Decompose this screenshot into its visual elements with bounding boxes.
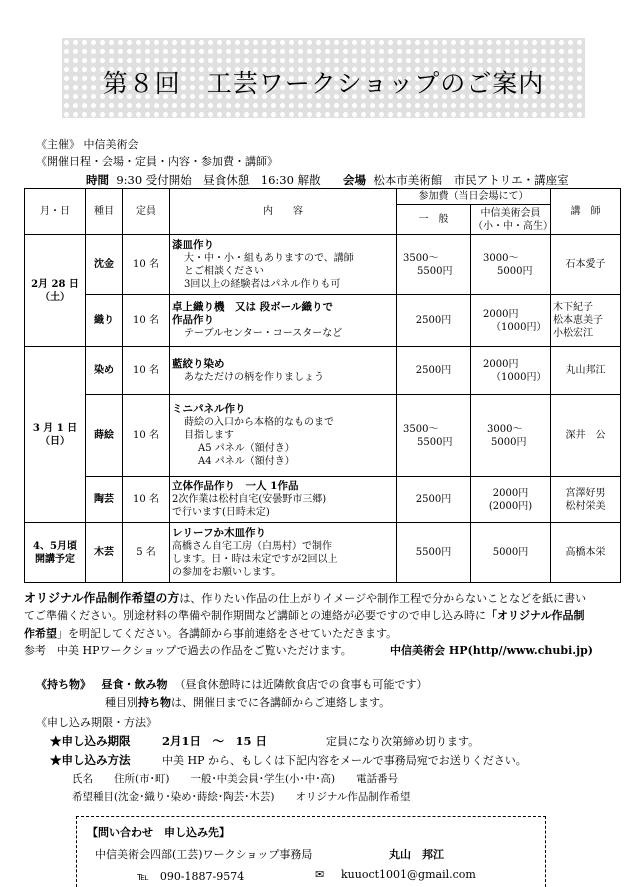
capacity-cell: 10 名 (123, 477, 170, 523)
contact-heading: 【問い合わせ 申し込み先】 (87, 826, 230, 839)
member-fee-cell: 2000円 （1000円） (471, 295, 551, 347)
capacity-cell: 10 名 (123, 235, 170, 295)
contact-tel: ℡ 090-1887-9574 (137, 870, 245, 883)
capacity-cell: 10 名 (123, 295, 170, 347)
table-row (25, 295, 621, 347)
general-fee-cell: 5500円 (397, 523, 471, 583)
header-member: 中信美術会員 （小・中・高生） (471, 205, 551, 235)
time-label: 時間 (86, 173, 109, 187)
capacity-cell: 10 名 (123, 347, 170, 395)
contact-person: 丸山 邦江 (389, 848, 444, 861)
deadline-label: ★申し込み期限 (50, 734, 131, 748)
date-cell: 3 月 1 日 （日） (25, 347, 86, 523)
teacher-cell: 石本愛子 (551, 235, 621, 295)
note-original-label: オリジナル作品制作希望の方 (24, 591, 180, 605)
belongings-line: 《持ち物》 昼食・飲み物 （昼食休憩時には近隣飲食店での食事も可能です） (36, 678, 428, 691)
deadline-note: 定員になり次第締め切ります。 (326, 735, 480, 748)
member-fee-cell: 3000～ 5000円 (471, 235, 551, 295)
fields-line-1: 氏名 住所(市･町) 一般･中美会員･学生(小･中･高) 電話番号 (72, 773, 399, 785)
homepage-link[interactable]: 中信美術会 HP(http//www.chubi.jp) (390, 644, 593, 657)
contact-email[interactable]: kuuoct1001@gmail.com (341, 868, 476, 881)
content-cell: 卓上織り機 又は 段ボール織りで 作品作り テーブルセンター・コースターなど (170, 295, 397, 347)
venue-line (343, 172, 569, 188)
schedule-heading: 《開催日程・会場・定員・内容・参加費・講師》 (36, 155, 278, 168)
header-date: 月・日 (25, 189, 86, 235)
table-row (25, 347, 621, 395)
schedule-table (24, 188, 621, 583)
page-title: 第８回 工芸ワークショップのご案内 (102, 69, 545, 98)
kind-cell: 織り (86, 295, 123, 347)
kind-cell: 木芸 (86, 523, 123, 583)
kind-cell: 染め (86, 347, 123, 395)
note-line-2: てご準備ください。別途材料の準備や制作期間など講師との連絡が必要ですので申し込み時に「オリジナル作品制 (24, 609, 585, 622)
teacher-cell: 深井 公 (551, 395, 621, 477)
kind-cell: 沈金 (86, 235, 123, 295)
capacity-cell: 10 名 (123, 395, 170, 477)
time-text: 9:30 受付開始 昼食休憩 16:30 解散 (116, 173, 321, 187)
deadline-date: 2月1日 ～ 15 日 (162, 734, 268, 748)
table-row (25, 235, 621, 295)
time-line (86, 172, 321, 188)
title-banner (62, 38, 585, 118)
table-row (25, 477, 621, 523)
date-cell: 4、5月頃 開講予定 (25, 523, 86, 583)
general-fee-cell: 2500円 (397, 295, 471, 347)
content-cell: 立体作品作り 一人 1作品 2次作業は松村自宅(安曇野市三郷) で行います(日時未定) (170, 477, 397, 523)
venue-text: 松本市美術館 市民アトリエ・講座室 (373, 173, 569, 187)
content-cell: 藍絞り染め あなただけの柄を作りましょう (170, 347, 397, 395)
date-cell: 2月 28 日 （土） (25, 235, 86, 347)
header-kind: 種目 (86, 189, 123, 235)
general-fee-cell: 2500円 (397, 477, 471, 523)
member-fee-cell: 2000円 (2000円) (471, 477, 551, 523)
method-label: ★申し込み方法 (50, 753, 131, 767)
header-teacher: 講 師 (551, 189, 621, 235)
contact-box (76, 816, 546, 887)
sponsor-line: 《主催》 中信美術会 (36, 138, 139, 151)
reference-line: 参考 中美 HPワークショップで過去の作品をご覧いただけます。 (24, 644, 352, 657)
capacity-cell: 5 名 (123, 523, 170, 583)
header-fee: 参加費（当日会場にて） (397, 189, 551, 205)
content-cell: ミニパネル作り 蒔絵の入口から本格的なものまで 目指します A5 パネル（額付き） A4 パネル（額付き） (170, 395, 397, 477)
kind-cell: 蒔絵 (86, 395, 123, 477)
member-fee-cell: 3000～ 5000円 (471, 395, 551, 477)
application-heading: 《申し込み期限・方法》 (36, 716, 157, 729)
member-fee-cell: 5000円 (471, 523, 551, 583)
teacher-cell: 木下紀子 松本恵美子 小松宏江 (551, 295, 621, 347)
general-fee-cell: 2500円 (397, 347, 471, 395)
mail-icon: ✉ (315, 868, 325, 881)
content-cell: レリーフか木皿作り 高橋さん自宅工房（白馬村）で制作 します。日・時は未定ですが2回以上 の参加をお願いします。 (170, 523, 397, 583)
content-cell: 漆皿作り 大・中・小・組もありますので、講師 とご相談ください 3回以上の経験者はパネル作りも可 (170, 235, 397, 295)
teacher-cell: 宮澤好男 松村栄美 (551, 477, 621, 523)
kind-cell: 陶芸 (86, 477, 123, 523)
method-text: 中美 HP から、もしくは下記内容をメールで事務局宛でお送りください。 (162, 754, 527, 767)
contact-office: 中信美術会四部(工芸)ワークショップ事務局 (95, 848, 313, 861)
fields-line-2: 希望種目(沈金･織り･染め･蒔絵･陶芸･木芸) オリジナル作品制作希望 (72, 791, 411, 803)
header-capacity: 定員 (123, 189, 170, 235)
venue-label: 会場 (343, 173, 366, 187)
note-line-1: オリジナル作品制作希望の方は、作りたい作品の仕上がりイメージや制作工程で分からないことなどを紙に書い (24, 591, 587, 605)
table-row (25, 523, 621, 583)
note-line-3: 作希望」を明記してください。各講師から事前連絡をさせていただきます。 (24, 627, 398, 640)
teacher-cell: 丸山邦江 (551, 347, 621, 395)
belongings-detail: 種目別持ち物は、開催日までに各講師からご連絡します。 (105, 696, 391, 709)
general-fee-cell: 3500～ 5500円 (397, 235, 471, 295)
table-row (25, 395, 621, 477)
header-content: 内 容 (170, 189, 397, 235)
member-fee-cell: 2000円 （1000円） (471, 347, 551, 395)
header-general: 一 般 (397, 205, 471, 235)
teacher-cell: 高橋本栄 (551, 523, 621, 583)
general-fee-cell: 3500～ 5500円 (397, 395, 471, 477)
